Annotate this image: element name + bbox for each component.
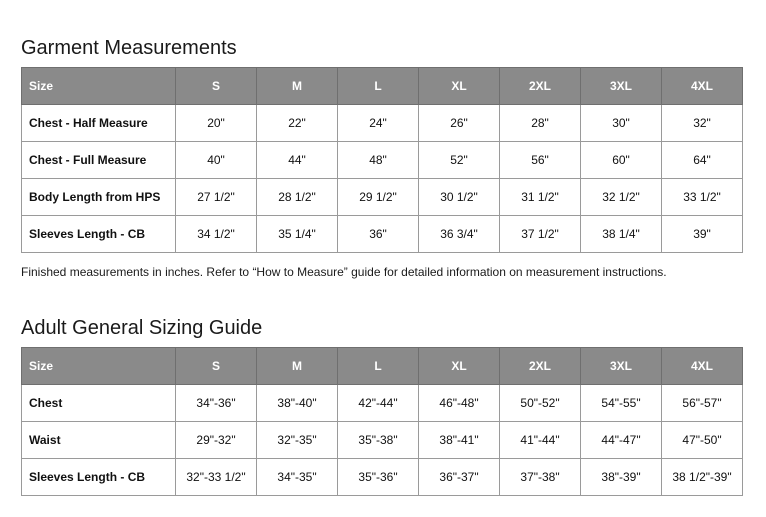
table-cell: 44" [257, 142, 338, 179]
column-header-3xl: 3XL [581, 68, 662, 105]
column-header-4xl: 4XL [662, 68, 743, 105]
table-header-row [22, 348, 743, 385]
table-cell: 36"-37" [419, 459, 500, 496]
table-cell: 31 1/2" [500, 179, 581, 216]
table-cell: 32"-33 1/2" [176, 459, 257, 496]
table-cell: 50"-52" [500, 385, 581, 422]
table-cell: 38"-41" [419, 422, 500, 459]
row-label: Waist [22, 422, 176, 459]
table-header-row [22, 68, 743, 105]
column-header-s: S [176, 348, 257, 385]
table-cell: 35"-38" [338, 422, 419, 459]
table-cell: 24" [338, 105, 419, 142]
table-cell: 38"-39" [581, 459, 662, 496]
table-cell: 52" [419, 142, 500, 179]
column-header-l: L [338, 68, 419, 105]
table-cell: 34"-35" [257, 459, 338, 496]
table-cell: 38"-40" [257, 385, 338, 422]
table-cell: 20" [176, 105, 257, 142]
table-cell: 36" [338, 216, 419, 253]
table-row [22, 105, 743, 142]
table-cell: 39" [662, 216, 743, 253]
table-cell: 32"-35" [257, 422, 338, 459]
row-label: Sleeves Length - CB [22, 216, 176, 253]
table-cell: 60" [581, 142, 662, 179]
table-cell: 34 1/2" [176, 216, 257, 253]
sizing-guide-title: Adult General Sizing Guide [21, 317, 263, 339]
measurement-note: Finished measurements in inches. Refer to “How to Measure” guide for detailed information on measurement instructions. [21, 265, 667, 279]
table-cell: 44"-47" [581, 422, 662, 459]
table-cell: 38 1/4" [581, 216, 662, 253]
table-cell: 28" [500, 105, 581, 142]
table-cell: 48" [338, 142, 419, 179]
row-label: Body Length from HPS [22, 179, 176, 216]
table-cell: 35 1/4" [257, 216, 338, 253]
sizing-guide-table [21, 347, 743, 496]
column-header-m: M [257, 68, 338, 105]
column-header-s: S [176, 68, 257, 105]
table-cell: 33 1/2" [662, 179, 743, 216]
row-label: Chest - Half Measure [22, 105, 176, 142]
table-cell: 32 1/2" [581, 179, 662, 216]
table-row [22, 459, 743, 496]
table-row [22, 216, 743, 253]
table-row [22, 422, 743, 459]
column-header-l: L [338, 348, 419, 385]
table-row [22, 142, 743, 179]
table-cell: 37 1/2" [500, 216, 581, 253]
table-cell: 22" [257, 105, 338, 142]
table-cell: 40" [176, 142, 257, 179]
row-label: Sleeves Length - CB [22, 459, 176, 496]
table-cell: 42"-44" [338, 385, 419, 422]
table-cell: 41"-44" [500, 422, 581, 459]
row-label: Chest - Full Measure [22, 142, 176, 179]
table-cell: 46"-48" [419, 385, 500, 422]
table-cell: 28 1/2" [257, 179, 338, 216]
column-header-m: M [257, 348, 338, 385]
table-cell: 29"-32" [176, 422, 257, 459]
table-cell: 32" [662, 105, 743, 142]
garment-measurements-table [21, 67, 743, 253]
table-cell: 38 1/2"-39" [662, 459, 743, 496]
table-cell: 27 1/2" [176, 179, 257, 216]
table-cell: 37"-38" [500, 459, 581, 496]
column-header-size: Size [22, 68, 176, 105]
table-cell: 56"-57" [662, 385, 743, 422]
table-cell: 36 3/4" [419, 216, 500, 253]
column-header-2xl: 2XL [500, 68, 581, 105]
table-cell: 64" [662, 142, 743, 179]
table-cell: 35"-36" [338, 459, 419, 496]
column-header-xl: XL [419, 348, 500, 385]
table-cell: 54"-55" [581, 385, 662, 422]
column-header-xl: XL [419, 68, 500, 105]
table-row [22, 179, 743, 216]
column-header-4xl: 4XL [662, 348, 743, 385]
column-header-size: Size [22, 348, 176, 385]
table-cell: 47"-50" [662, 422, 743, 459]
table-cell: 30" [581, 105, 662, 142]
garment-measurements-title: Garment Measurements [21, 37, 237, 59]
table-cell: 34"-36" [176, 385, 257, 422]
table-cell: 56" [500, 142, 581, 179]
table-cell: 30 1/2" [419, 179, 500, 216]
table-cell: 29 1/2" [338, 179, 419, 216]
table-cell: 26" [419, 105, 500, 142]
column-header-3xl: 3XL [581, 348, 662, 385]
row-label: Chest [22, 385, 176, 422]
table-row [22, 385, 743, 422]
column-header-2xl: 2XL [500, 348, 581, 385]
